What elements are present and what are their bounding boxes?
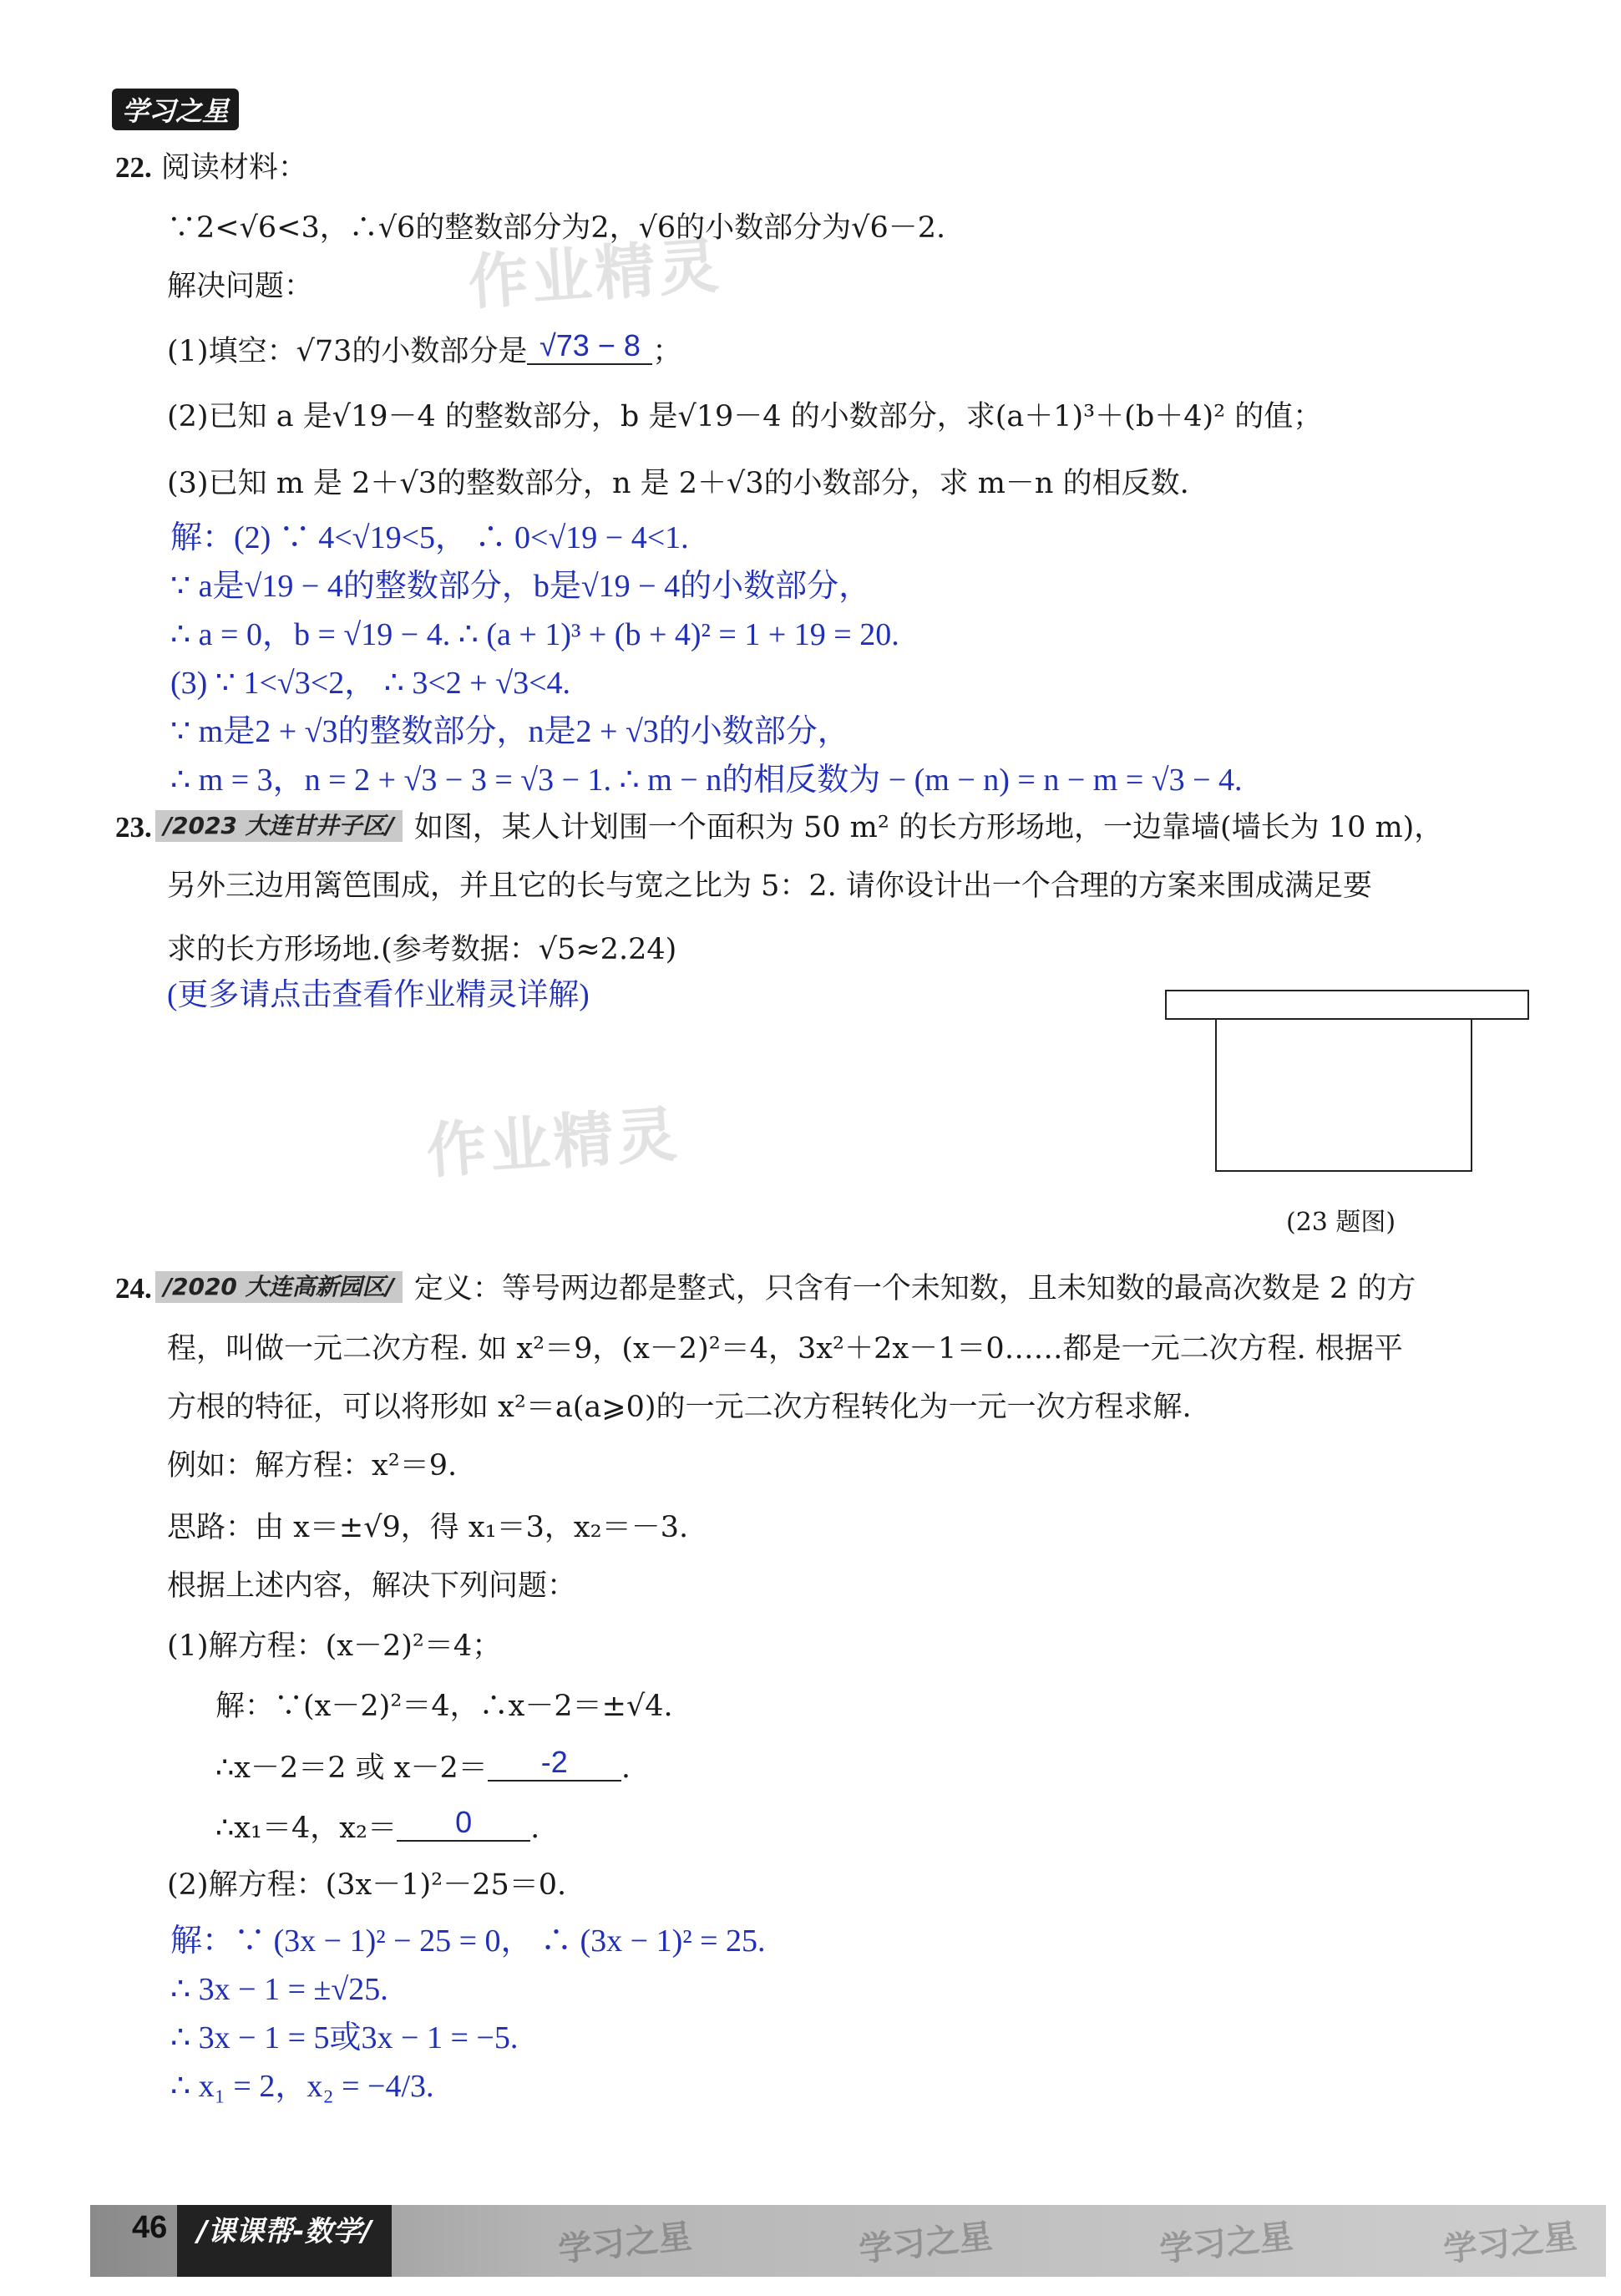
- q24-idea: 思路：由 x＝±√9，得 x₁＝3，x₂＝－3.: [167, 1511, 689, 1544]
- q24-part2: (2)解方程：(3x－1)²－25＝0.: [167, 1868, 567, 1902]
- source-tag: /2023 大连甘井子区/: [155, 810, 403, 842]
- question-number: 24.: [115, 1272, 152, 1305]
- footer-brand-watermark: 学习之星: [857, 2217, 995, 2270]
- q22-part1-text: (1)填空：√73的小数部分是: [167, 335, 528, 368]
- step-text: ∴x₁＝4，x₂＝: [215, 1812, 398, 1845]
- step-text: ∴x－2＝2 或 x－2＝: [215, 1751, 488, 1785]
- q22-solution-line: (3) ∵ 1<√3<2， ∴ 3<2 + √3<4.: [170, 666, 571, 701]
- q22-part1-answer: √73 − 8: [527, 327, 652, 365]
- q22-material: ∵2<√6<3，∴√6的整数部分为2，√6的小数部分为√6－2.: [167, 211, 946, 245]
- page-footer: [90, 2205, 1606, 2277]
- question-number: 23.: [115, 811, 152, 844]
- q24-solution-line: ∴ x₁ = 2，x₂ = −4/3.: [170, 2069, 434, 2104]
- q22-solution-line: ∵ m是2 + √3的整数部分，n是2 + √3的小数部分，: [170, 714, 849, 749]
- q22-part1-punct: ；: [652, 335, 682, 368]
- q24-example: 例如：解方程：x²＝9.: [167, 1449, 458, 1483]
- watermark-text: 作业精灵: [423, 1098, 682, 1187]
- q24-solution-line: ∴ 3x − 1 = ±√25.: [170, 1972, 388, 2007]
- q22-part1: [167, 328, 682, 370]
- q24-text: 方根的特征，可以将形如 x²＝a(a⩾0)的一元二次方程转化为一元一次方程求解.: [167, 1391, 1192, 1424]
- q24-part1-step2: [215, 1745, 631, 1787]
- q24-solution-line: 解：∵ (3x − 1)² − 25 = 0， ∴ (3x − 1)² = 25.: [170, 1923, 766, 1959]
- q24-task: 根据上述内容，解决下列问题：: [167, 1569, 577, 1603]
- question-number: 22.: [115, 151, 152, 184]
- answer-blank: 0: [397, 1804, 530, 1842]
- step-punct: .: [530, 1812, 540, 1845]
- fence-rect: [1216, 1019, 1472, 1171]
- footer-brand-watermark: 学习之星: [1441, 2217, 1579, 2270]
- q23-text: 如图，某人计划围一个面积为 50 m² 的长方形场地，一边靠墙(墙长为 10 m)，: [413, 811, 1444, 844]
- q24-solution-line: ∴ 3x − 1 = 5或3x − 1 = −5.: [170, 2020, 519, 2055]
- step-punct: .: [621, 1751, 631, 1785]
- q24-part1: (1)解方程：(x－2)²＝4；: [167, 1630, 502, 1663]
- q22-solution-line: ∴ m = 3，n = 2 + √3 − 3 = √3 − 1. ∴ m − n的相反数为 − (m − n) = n − m = √3 − 4.: [170, 763, 1243, 798]
- more-details-link[interactable]: (更多请点击查看作业精灵详解): [167, 978, 590, 1012]
- q24-text: 程，叫做一元二次方程. 如 x²＝9，(x－2)²＝4，3x²＋2x－1＝0……都是一元二次方程. 根据平: [167, 1332, 1403, 1366]
- q22-part3: (3)已知 m 是 2＋√3的整数部分，n 是 2＋√3的小数部分，求 m－n 的相反数.: [167, 467, 1189, 500]
- q24-part1-step3: [215, 1805, 540, 1847]
- answer-blank: -2: [488, 1744, 621, 1782]
- q24-text: 定义：等号两边都是整式，只含有一个未知数，且未知数的最高次数是 2 的方: [413, 1272, 1416, 1305]
- q22-part2: (2)已知 a 是√19－4 的整数部分，b 是√19－4 的小数部分，求(a＋1)³＋(b＋4)² 的值；: [167, 400, 1323, 433]
- source-tag: /2020 大连高新园区/: [155, 1271, 403, 1303]
- q22-solution-line: ∵ a是√19 − 4的整数部分，b是√19 − 4的小数部分，: [170, 569, 871, 604]
- brand-logo: 学习之星: [112, 89, 239, 130]
- q22-task: 解决问题：: [167, 270, 314, 303]
- footer-brand-watermark: 学习之星: [1157, 2217, 1295, 2270]
- question-23-line1: [115, 810, 1443, 845]
- q22-solution-line: ∴ a = 0，b = √19 − 4. ∴ (a + 1)³ + (b + 4)² = 1 + 19 = 20.: [170, 617, 899, 652]
- page-number: 46: [132, 2210, 168, 2245]
- footer-brand-watermark: 学习之星: [556, 2217, 694, 2270]
- question-24-line1: [115, 1271, 1416, 1306]
- series-label: /课课帮-数学/: [177, 2205, 392, 2277]
- q23-figure: [1161, 986, 1537, 1186]
- figure-caption: (23 题图): [1286, 1208, 1396, 1237]
- wall-rect: [1166, 991, 1528, 1019]
- watermark-text: 作业精灵: [465, 230, 724, 318]
- q23-text: 另外三边用篱笆围成，并且它的长与宽之比为 5：2. 请你设计出一个合理的方案来围成满足要: [167, 869, 1372, 903]
- q22-solution-line: 解：(2) ∵ 4<√19<5， ∴ 0<√19 − 4<1.: [170, 520, 689, 555]
- question-title: 阅读材料：: [160, 151, 307, 185]
- question-22-header: [115, 150, 307, 185]
- q24-part1-step1: 解：∵(x－2)²＝4，∴x－2＝±√4.: [215, 1690, 673, 1723]
- q23-text: 求的长方形场地.(参考数据：√5≈2.24): [167, 933, 677, 966]
